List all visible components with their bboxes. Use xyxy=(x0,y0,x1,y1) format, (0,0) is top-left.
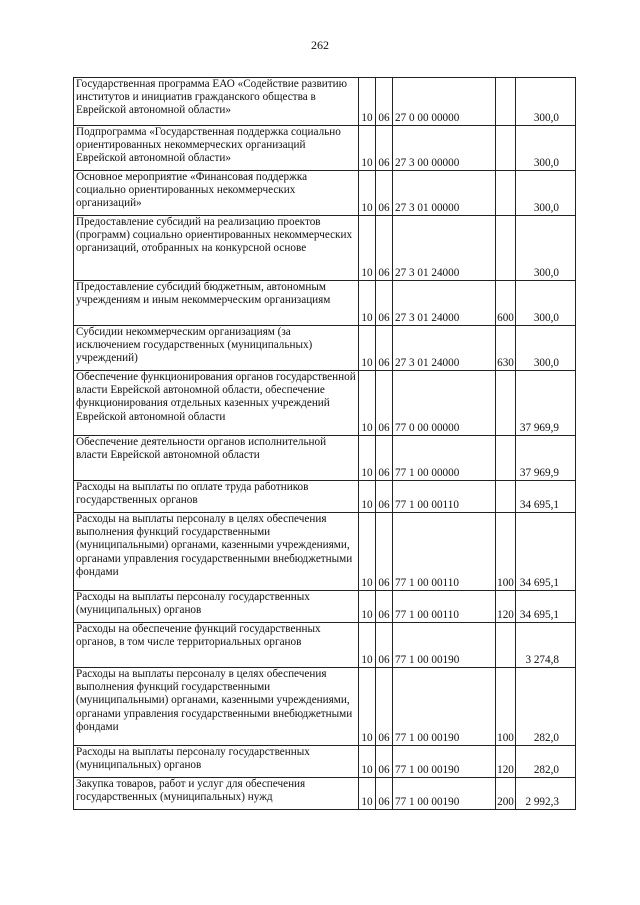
row-expense-type-code: 200 xyxy=(496,778,516,810)
row-amount: 34 695,1 xyxy=(516,481,576,513)
table-row xyxy=(74,436,576,481)
row-section-code: 10 xyxy=(359,623,376,668)
row-expense-type-code: 120 xyxy=(496,746,516,778)
row-target-article-code: 27 3 00 00000 xyxy=(393,126,496,171)
table-row xyxy=(74,623,576,668)
row-amount: 300,0 xyxy=(516,281,576,326)
row-target-article-code: 77 1 00 00190 xyxy=(393,746,496,778)
table-row xyxy=(74,591,576,623)
row-subsection-code: 06 xyxy=(376,746,393,778)
row-expense-type-code xyxy=(496,216,516,281)
table-row xyxy=(74,78,576,126)
row-section-code: 10 xyxy=(359,513,376,591)
row-section-code: 10 xyxy=(359,481,376,513)
row-expense-type-code xyxy=(496,436,516,481)
table-row xyxy=(74,216,576,281)
row-target-article-code: 77 1 00 00190 xyxy=(393,778,496,810)
row-section-code: 10 xyxy=(359,746,376,778)
row-section-code: 10 xyxy=(359,371,376,436)
row-name-cell: Государственная программа ЕАО «Содействие развитию институтов и инициатив гражданского общества в Еврейской автономной области» xyxy=(74,78,359,126)
row-expense-type-code: 100 xyxy=(496,668,516,746)
row-section-code: 10 xyxy=(359,436,376,481)
row-target-article-code: 77 0 00 00000 xyxy=(393,371,496,436)
row-section-code: 10 xyxy=(359,591,376,623)
row-amount: 300,0 xyxy=(516,126,576,171)
row-section-code: 10 xyxy=(359,216,376,281)
row-subsection-code: 06 xyxy=(376,591,393,623)
row-name-cell: Расходы на выплаты персоналу в целях обеспечения выполнения функций государственными (муниципальными) органами, казенными учреждениями, органами управления государственными внебюджетными фондами xyxy=(74,513,359,591)
row-section-code: 10 xyxy=(359,326,376,371)
row-amount: 34 695,1 xyxy=(516,513,576,591)
row-name-cell: Обеспечение деятельности органов исполнительной власти Еврейской автономной области xyxy=(74,436,359,481)
table-row xyxy=(74,126,576,171)
row-amount: 3 274,8 xyxy=(516,623,576,668)
row-expense-type-code: 600 xyxy=(496,281,516,326)
table-row xyxy=(74,171,576,216)
table-row xyxy=(74,513,576,591)
row-target-article-code: 77 1 00 00110 xyxy=(393,513,496,591)
row-amount: 37 969,9 xyxy=(516,371,576,436)
row-section-code: 10 xyxy=(359,171,376,216)
table-row xyxy=(74,281,576,326)
row-expense-type-code: 630 xyxy=(496,326,516,371)
row-subsection-code: 06 xyxy=(376,513,393,591)
row-subsection-code: 06 xyxy=(376,436,393,481)
row-subsection-code: 06 xyxy=(376,668,393,746)
row-name-cell: Расходы на выплаты по оплате труда работников государственных органов xyxy=(74,481,359,513)
row-target-article-code: 27 3 01 24000 xyxy=(393,281,496,326)
row-amount: 282,0 xyxy=(516,746,576,778)
row-name-cell: Подпрограмма «Государственная поддержка социально ориентированных некоммерческих организаций Еврейской автономной области» xyxy=(74,126,359,171)
row-name-cell: Субсидии некоммерческим организациям (за исключением государственных (муниципальных) учреждений) xyxy=(74,326,359,371)
row-expense-type-code xyxy=(496,481,516,513)
row-subsection-code: 06 xyxy=(376,78,393,126)
row-amount: 282,0 xyxy=(516,668,576,746)
row-subsection-code: 06 xyxy=(376,281,393,326)
row-amount: 300,0 xyxy=(516,171,576,216)
row-subsection-code: 06 xyxy=(376,778,393,810)
row-target-article-code: 27 3 01 00000 xyxy=(393,171,496,216)
page-number: 262 xyxy=(311,38,329,52)
row-name-cell: Расходы на выплаты персоналу государственных (муниципальных) органов xyxy=(74,746,359,778)
row-amount: 2 992,3 xyxy=(516,778,576,810)
row-name-cell: Закупка товаров, работ и услуг для обеспечения государственных (муниципальных) нужд xyxy=(74,778,359,810)
row-amount: 34 695,1 xyxy=(516,591,576,623)
row-subsection-code: 06 xyxy=(376,326,393,371)
row-target-article-code: 77 1 00 00000 xyxy=(393,436,496,481)
row-section-code: 10 xyxy=(359,281,376,326)
row-name-cell: Расходы на обеспечение функций государственных органов, в том числе территориальных органов xyxy=(74,623,359,668)
row-target-article-code: 77 1 00 00190 xyxy=(393,623,496,668)
row-subsection-code: 06 xyxy=(376,371,393,436)
row-target-article-code: 77 1 00 00190 xyxy=(393,668,496,746)
row-name-cell: Предоставление субсидий бюджетным, автономным учреждениям и иным некоммерческим организациям xyxy=(74,281,359,326)
row-name-cell: Обеспечение функционирования органов государственной власти Еврейской автономной области, обеспечение функционирования отдельных казенных учреждений Еврейской автономной области xyxy=(74,371,359,436)
row-section-code: 10 xyxy=(359,668,376,746)
row-name-cell: Основное мероприятие «Финансовая поддержка социально ориентированных некоммерческих организаций» xyxy=(74,171,359,216)
row-subsection-code: 06 xyxy=(376,216,393,281)
row-expense-type-code xyxy=(496,371,516,436)
row-expense-type-code xyxy=(496,623,516,668)
row-subsection-code: 06 xyxy=(376,623,393,668)
row-section-code: 10 xyxy=(359,778,376,810)
table-row xyxy=(74,746,576,778)
row-name-cell: Предоставление субсидий на реализацию проектов (программ) социально ориентированных некоммерческих организаций, отобранных на конкурсной основе xyxy=(74,216,359,281)
row-name-cell: Расходы на выплаты персоналу в целях обеспечения выполнения функций государственными (муниципальными) органами, казенными учреждениями, органами управления государственными внебюджетными фондами xyxy=(74,668,359,746)
row-amount: 300,0 xyxy=(516,216,576,281)
table-row xyxy=(74,668,576,746)
table-row xyxy=(74,778,576,810)
table-row xyxy=(74,371,576,436)
row-subsection-code: 06 xyxy=(376,126,393,171)
row-section-code: 10 xyxy=(359,126,376,171)
row-target-article-code: 77 1 00 00110 xyxy=(393,591,496,623)
row-target-article-code: 27 3 01 24000 xyxy=(393,326,496,371)
row-expense-type-code xyxy=(496,126,516,171)
row-subsection-code: 06 xyxy=(376,171,393,216)
row-expense-type-code xyxy=(496,78,516,126)
row-name-cell: Расходы на выплаты персоналу государственных (муниципальных) органов xyxy=(74,591,359,623)
budget-table xyxy=(73,77,576,810)
row-amount: 300,0 xyxy=(516,326,576,371)
row-target-article-code: 27 0 00 00000 xyxy=(393,78,496,126)
row-expense-type-code: 120 xyxy=(496,591,516,623)
row-amount: 37 969,9 xyxy=(516,436,576,481)
row-amount: 300,0 xyxy=(516,78,576,126)
row-subsection-code: 06 xyxy=(376,481,393,513)
row-expense-type-code xyxy=(496,171,516,216)
table-row xyxy=(74,326,576,371)
table-row xyxy=(74,481,576,513)
row-expense-type-code: 100 xyxy=(496,513,516,591)
row-section-code: 10 xyxy=(359,78,376,126)
row-target-article-code: 77 1 00 00110 xyxy=(393,481,496,513)
row-target-article-code: 27 3 01 24000 xyxy=(393,216,496,281)
